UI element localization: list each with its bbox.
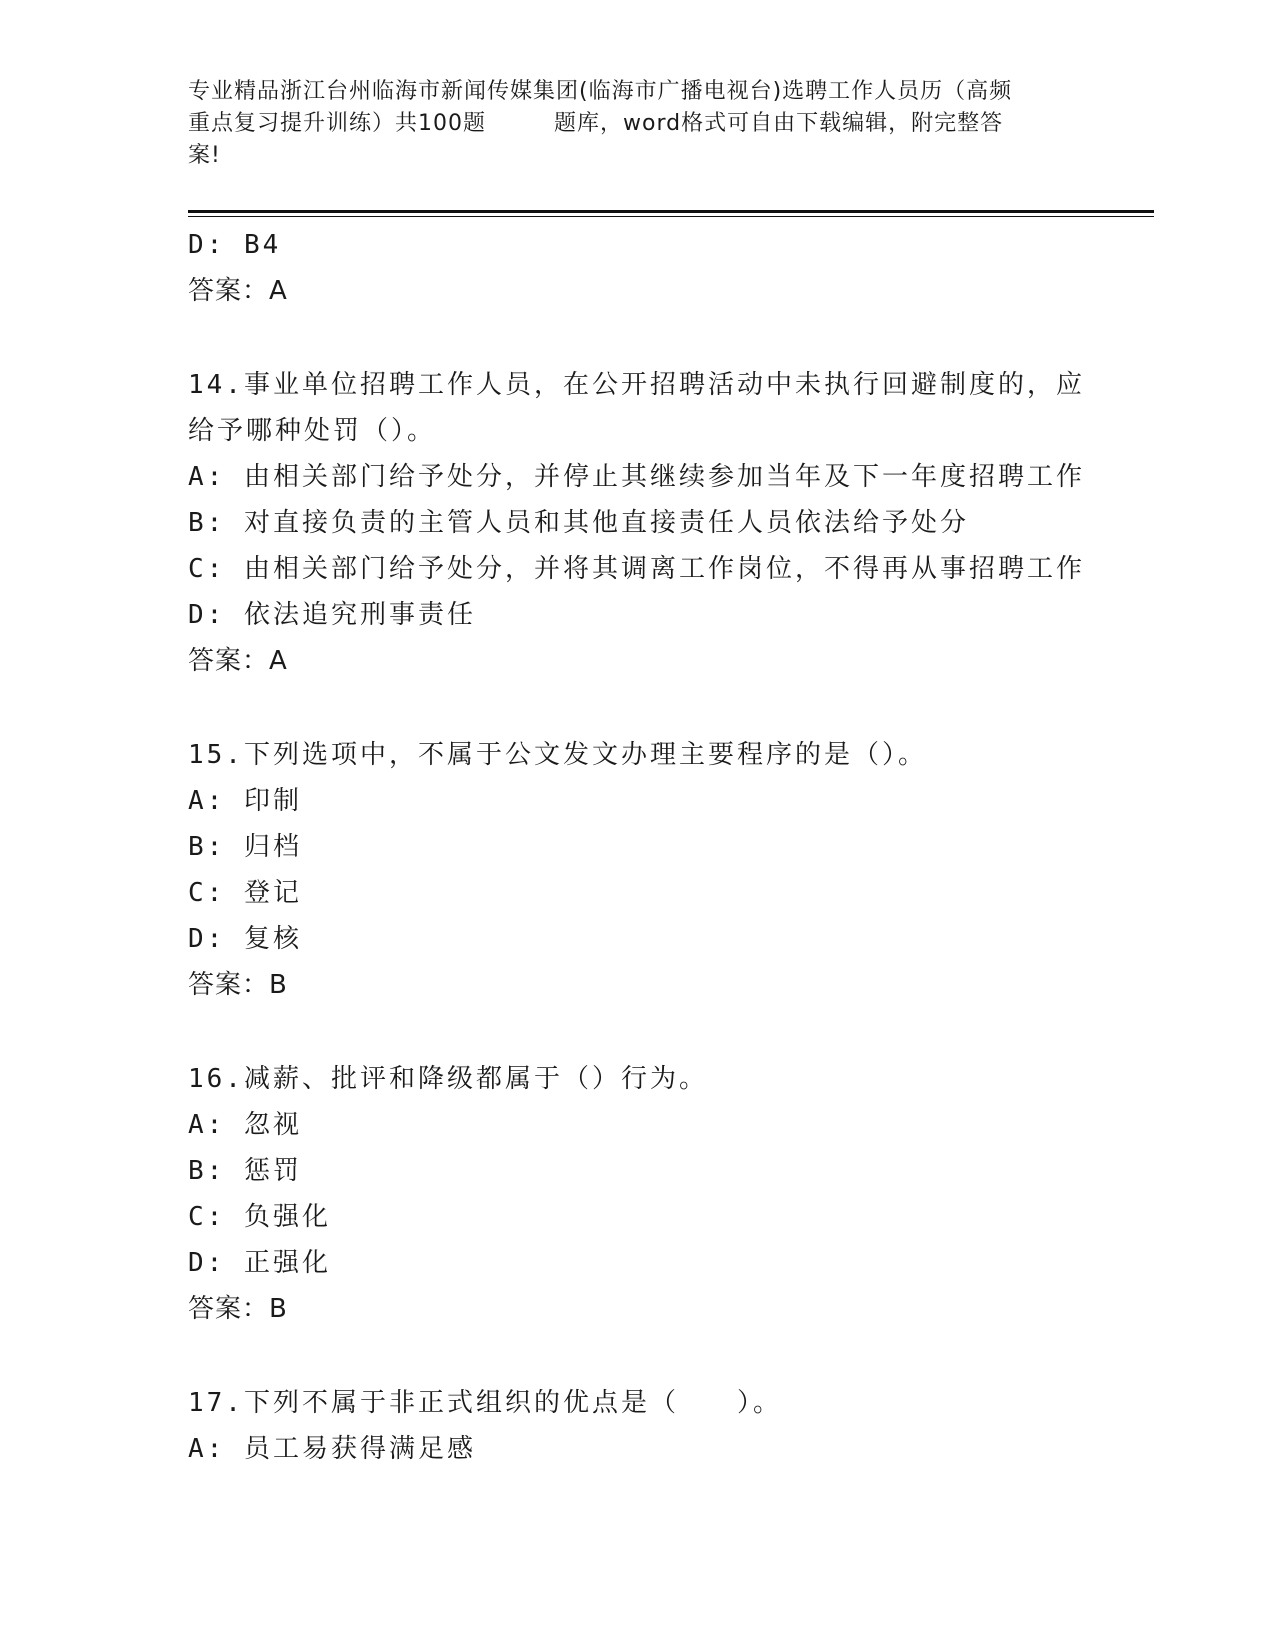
question-list <box>188 222 1088 1472</box>
option-a: A: 由相关部门给予处分，并停止其继续参加当年及下一年度招聘工作 <box>188 462 1085 492</box>
header-rule-thick <box>188 210 1154 213</box>
option-d: D: B4 <box>188 230 282 260</box>
question-stem: 15.下列选项中，不属于公文发文办理主要程序的是（）。 <box>188 740 927 770</box>
option-d: D: 依法追究刑事责任 <box>188 600 476 630</box>
header-line-2b: 题库，word格式可自由下载编辑，附完整答 <box>554 111 1004 136</box>
document-header <box>188 76 1088 172</box>
header-line-2a: 重点复习提升训练）共100题 <box>188 111 486 136</box>
option-a: A: 忽视 <box>188 1110 302 1140</box>
question-stem: 17.下列不属于非正式组织的优点是（ ）。 <box>188 1388 782 1418</box>
option-c: C: 登记 <box>188 878 302 908</box>
answer-line: 答案：B <box>188 1294 288 1324</box>
question-stem: 16.减薪、批评和降级都属于（）行为。 <box>188 1064 708 1094</box>
option-d: D: 复核 <box>188 924 302 954</box>
option-b: B: 归档 <box>188 832 302 862</box>
answer-line: 答案：B <box>188 970 288 1000</box>
answer-line: 答案：A <box>188 276 288 306</box>
option-a: A: 员工易获得满足感 <box>188 1434 476 1464</box>
answer-line: 答案：A <box>188 646 288 676</box>
header-line-3: 案! <box>188 143 221 168</box>
question-stem-cont: 给予哪种处罚（）。 <box>188 416 437 446</box>
option-c: C: 由相关部门给予处分，并将其调离工作岗位，不得再从事招聘工作 <box>188 554 1085 584</box>
option-a: A: 印制 <box>188 786 302 816</box>
header-line-1: 专业精品浙江台州临海市新闻传媒集团(临海市广播电视台)选聘工作人员历（高频 <box>188 79 1013 104</box>
header-line-2 <box>188 108 1088 140</box>
option-b: B: 对直接负责的主管人员和其他直接责任人员依法给予处分 <box>188 508 969 538</box>
option-d: D: 正强化 <box>188 1248 331 1278</box>
header-rule-thin <box>188 216 1154 217</box>
option-b: B: 惩罚 <box>188 1156 302 1186</box>
question-stem: 14.事业单位招聘工作人员，在公开招聘活动中未执行回避制度的，应 <box>188 370 1085 400</box>
option-c: C: 负强化 <box>188 1202 331 1232</box>
